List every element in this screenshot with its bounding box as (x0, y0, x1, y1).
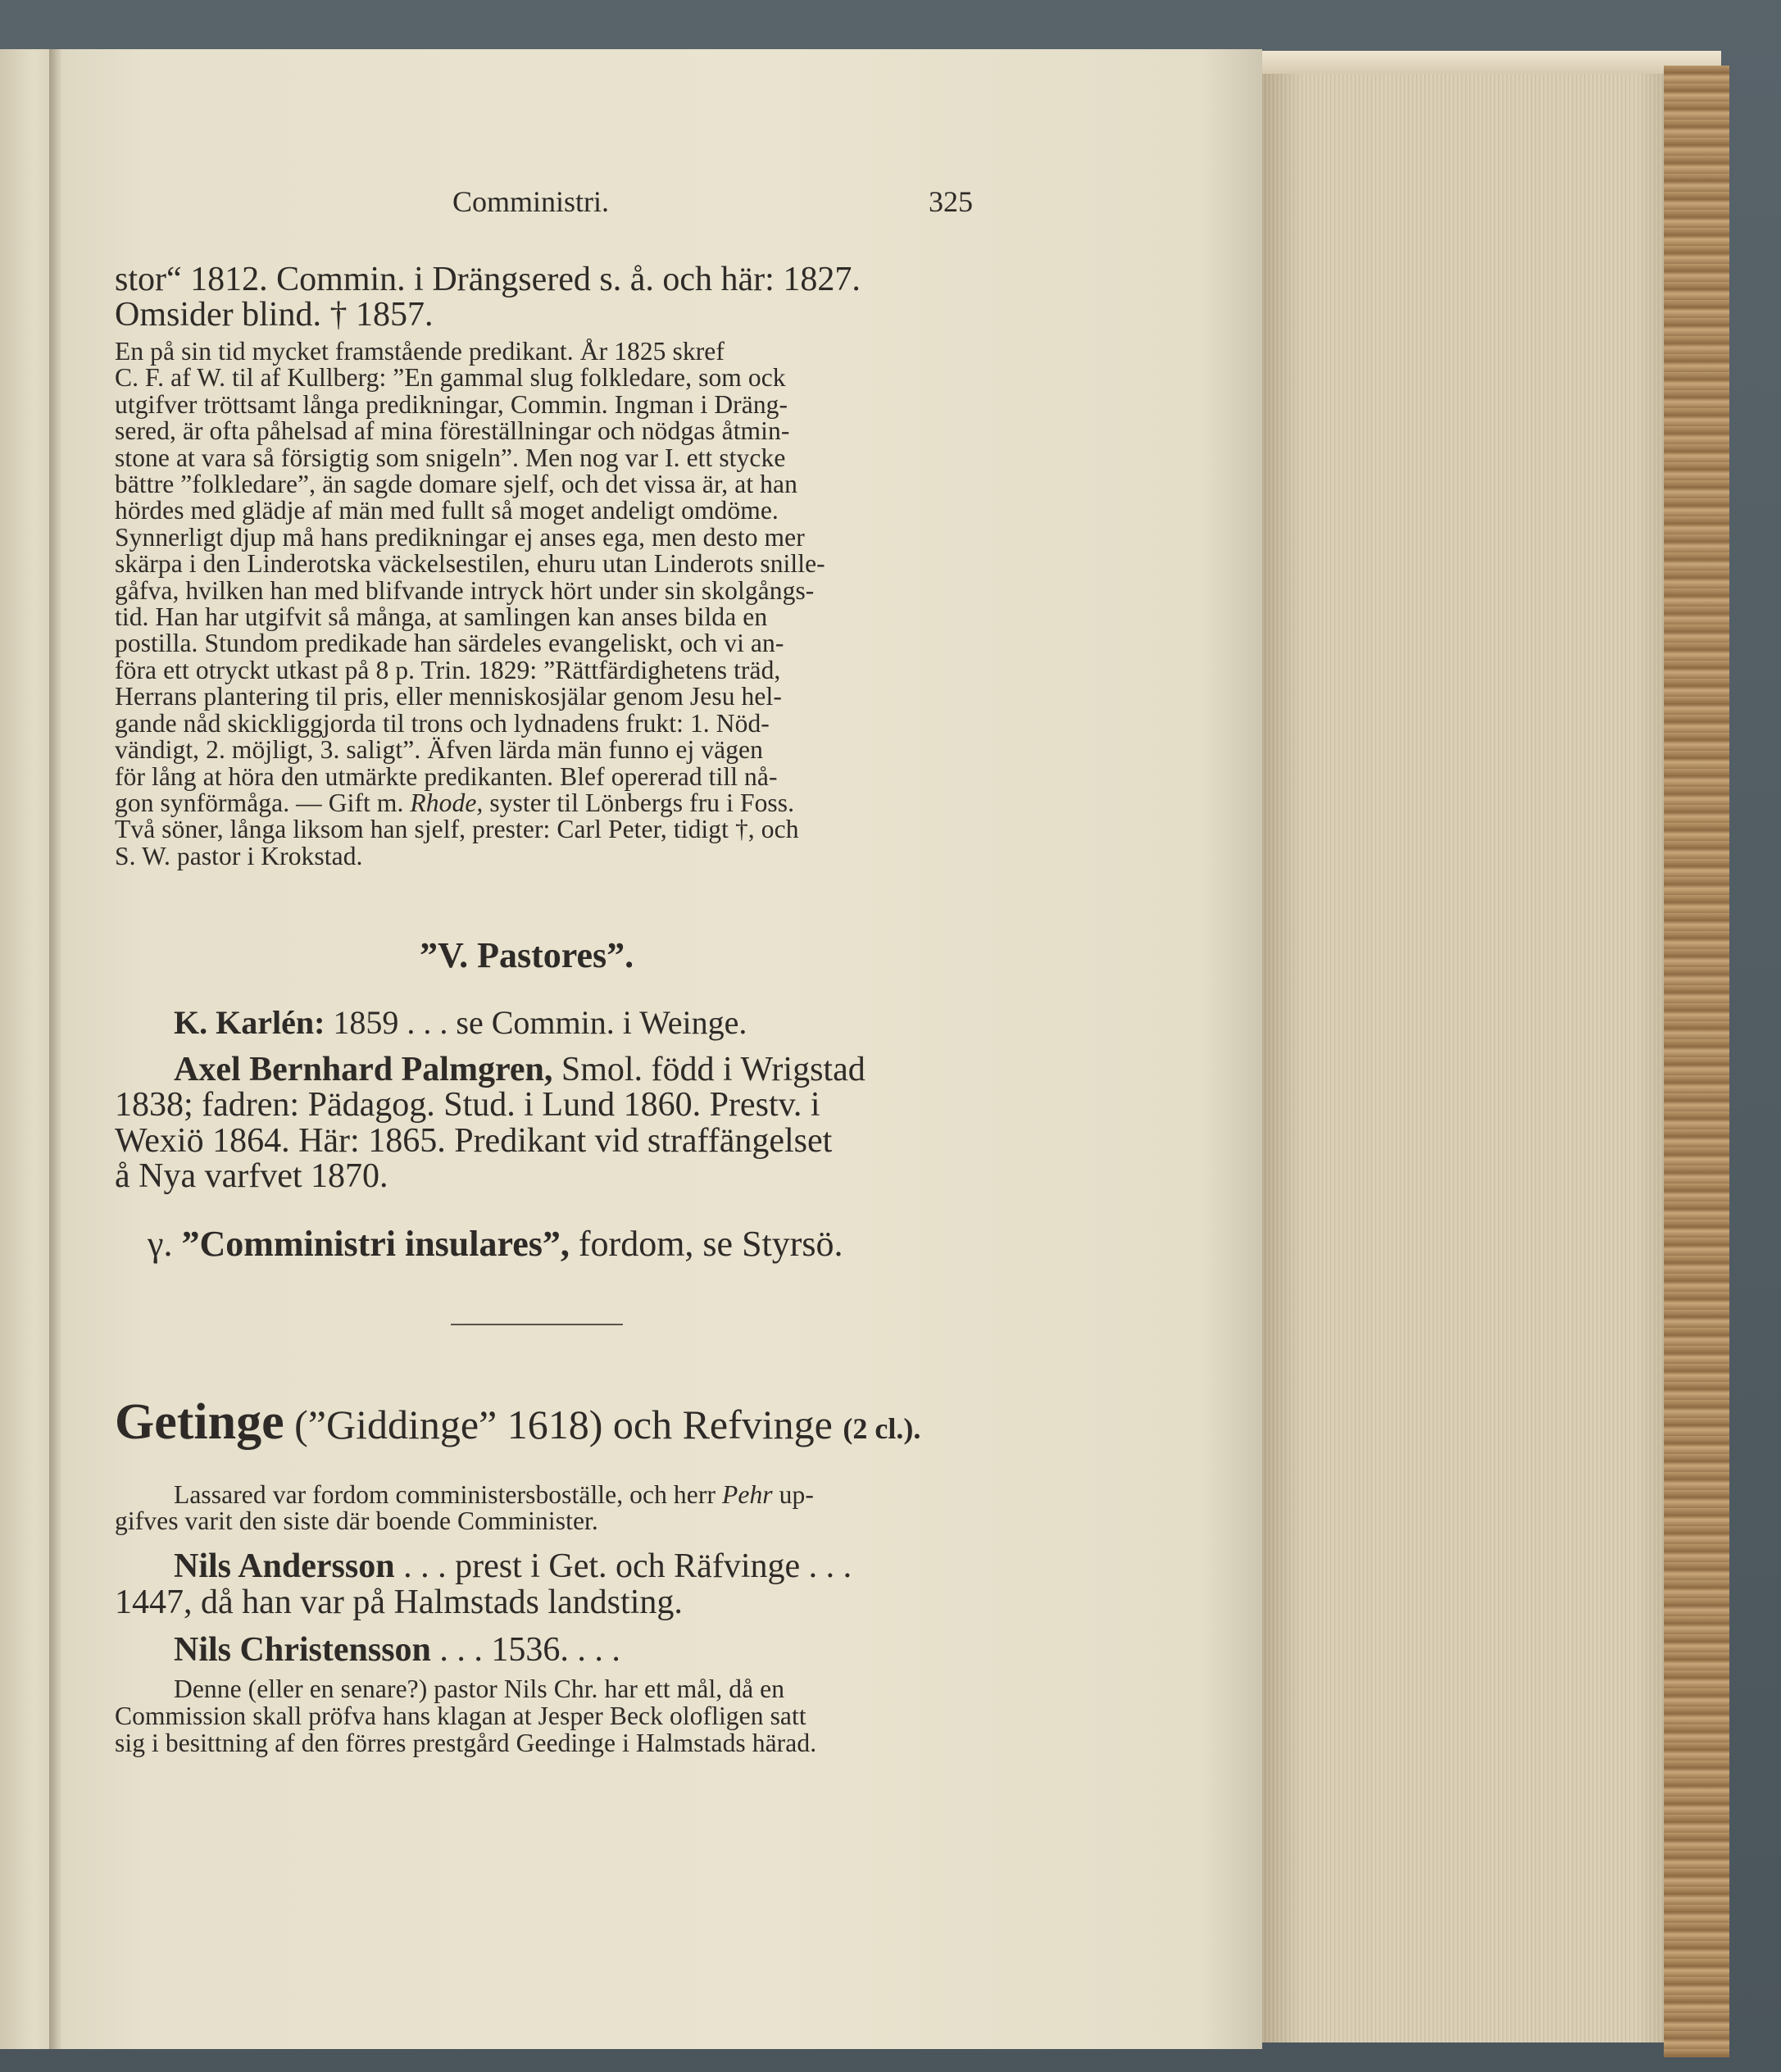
text-line: S. W. pastor i Krokstad. (115, 841, 363, 870)
text-line: utgifver tröttsamt långa predikningar, Commin. Ingman i Dräng- (115, 389, 788, 419)
text-line: hördes med glädje af män med fullt så moget andeligt omdöme. (115, 496, 779, 525)
entry-palmgren (174, 1051, 866, 1088)
text-line: 1447, då han var på Halmstads landsting. (115, 1584, 683, 1621)
entry-insulares (148, 1225, 843, 1263)
parish-text: (”Giddinge” 1618) och Refvinge (284, 1402, 843, 1447)
italic-name: Rhode, (410, 788, 484, 817)
entry-name: Nils Andersson (174, 1547, 395, 1585)
italic-name: Pehr (722, 1480, 773, 1509)
text-line: Herrans plantering til pris, eller menniskosjälar genom Jesu hel- (115, 682, 782, 711)
text-line: vändigt, 2. möjligt, 3. saligt”. Äfven lärda män funno ej vägen (115, 735, 763, 765)
page-gutter (49, 49, 62, 2049)
text-line: stor“ 1812. Commin. i Drängsered s. å. och här: 1827. (115, 261, 861, 298)
text-line: skärpa i den Linderotska väckelsestilen, ehuru utan Linderots snille- (115, 549, 825, 579)
page-number: 325 (929, 185, 973, 218)
text-line: Två söner, långa liksom han sjelf, prester: Carl Peter, tidigt †, och (115, 815, 799, 844)
text-span: Lassared var fordom comministersboställe, och herr (174, 1480, 723, 1509)
page-block-shade (1258, 51, 1705, 2042)
entry-text: Smol. född i Wrigstad (552, 1051, 866, 1088)
text-span: gon synförmåga. — Gift m. (115, 788, 411, 817)
entry-name: Axel Bernhard Palmgren, (174, 1051, 553, 1088)
text-line: Denne (eller en senare?) pastor Nils Chr. har ett mål, då en (174, 1674, 785, 1703)
entry-karlen (174, 1004, 747, 1042)
text-line: gifves varit den siste där boende Comminister. (115, 1506, 598, 1535)
book-cover-board (1664, 66, 1729, 2057)
text-line: 1838; fadren: Pädagog. Stud. i Lund 1860. Prestv. i (115, 1086, 820, 1124)
section-divider (451, 1324, 623, 1325)
text-line: sered, är ofta påhelsad af mina föreställningar och nödgas åtmin- (115, 416, 790, 446)
section-heading: ”V. Pastores”. (420, 935, 634, 975)
text-line: En på sin tid mycket framstående predikant. År 1825 skref (115, 337, 725, 366)
parish-name: Getinge (115, 1394, 284, 1450)
text-line (115, 790, 825, 816)
text-line: tid. Han har utgifvit så många, at samlingen kan anses bilda en (115, 602, 768, 632)
text-span: up- (772, 1480, 814, 1509)
text-line: Omsider blind. † 1857. (115, 296, 434, 334)
entry-text: 1859 . . . se Commin. i Weinge. (325, 1004, 747, 1041)
text-line: för lång at höra den utmärkte predikanten. Blef opererad till nå- (115, 761, 778, 791)
text-line: Commission skall pröfva hans klagan at Jesper Beck olofligen satt (115, 1702, 806, 1730)
text-span: syster til Lönbergs fru i Foss. (483, 788, 795, 817)
text-line: gåfva, hvilken han med blifvande intryck hört under sin skolgångs- (115, 575, 815, 605)
entry-text: fordom, se Styrsö. (569, 1224, 843, 1264)
entry-name: ”Comministri insulares”, (181, 1224, 570, 1264)
text-line: stone at vara så försigtig som snigeln”. Men nog var I. ett stycke (115, 443, 786, 472)
text-line: postilla. Stundom predikade han särdeles evangeliskt, och vi an- (115, 629, 784, 658)
book-top-edge (1262, 51, 1721, 74)
text-line: sig i besittning af den förres prestgård Geedinge i Halmstads härad. (115, 1729, 817, 1757)
text-line: bättre ”folkledare”, än sagde domare sjelf, och det vissa är, at han (115, 470, 797, 499)
entry-text: . . . prest i Get. och Räfvinge . . . (394, 1547, 852, 1585)
text-line: föra ett otryckt utkast på 8 p. Trin. 1829: ”Rättfärdighetens träd, (115, 655, 781, 684)
text-line: gande nåd skickliggjorda til trons och lydnadens frukt: 1. Nöd- (115, 708, 770, 738)
text-line: å Nya varfvet 1870. (115, 1157, 388, 1195)
text-line: C. F. af W. til af Kullberg: ”En gammal slug folkledare, som ock (115, 363, 786, 393)
entry-name: K. Karlén: (174, 1004, 325, 1041)
parish-class: (2 cl.). (843, 1412, 921, 1445)
paragraph (115, 339, 825, 870)
entry-nils-andersson (174, 1547, 852, 1585)
text-line: Wexiö 1864. Här: 1865. Predikant vid straffängelset (115, 1122, 833, 1160)
entry-name: Nils Christensson (174, 1631, 431, 1669)
entry-nils-christensson (174, 1631, 620, 1669)
parish-heading (115, 1393, 920, 1452)
greek-letter: γ. (148, 1224, 173, 1264)
running-title: Comministri. (452, 185, 610, 218)
text-line (174, 1482, 814, 1508)
text-line: Synnerligt djup må hans predikningar ej anses ega, men desto mer (115, 522, 805, 552)
entry-text: . . . 1536. . . . (430, 1631, 620, 1669)
